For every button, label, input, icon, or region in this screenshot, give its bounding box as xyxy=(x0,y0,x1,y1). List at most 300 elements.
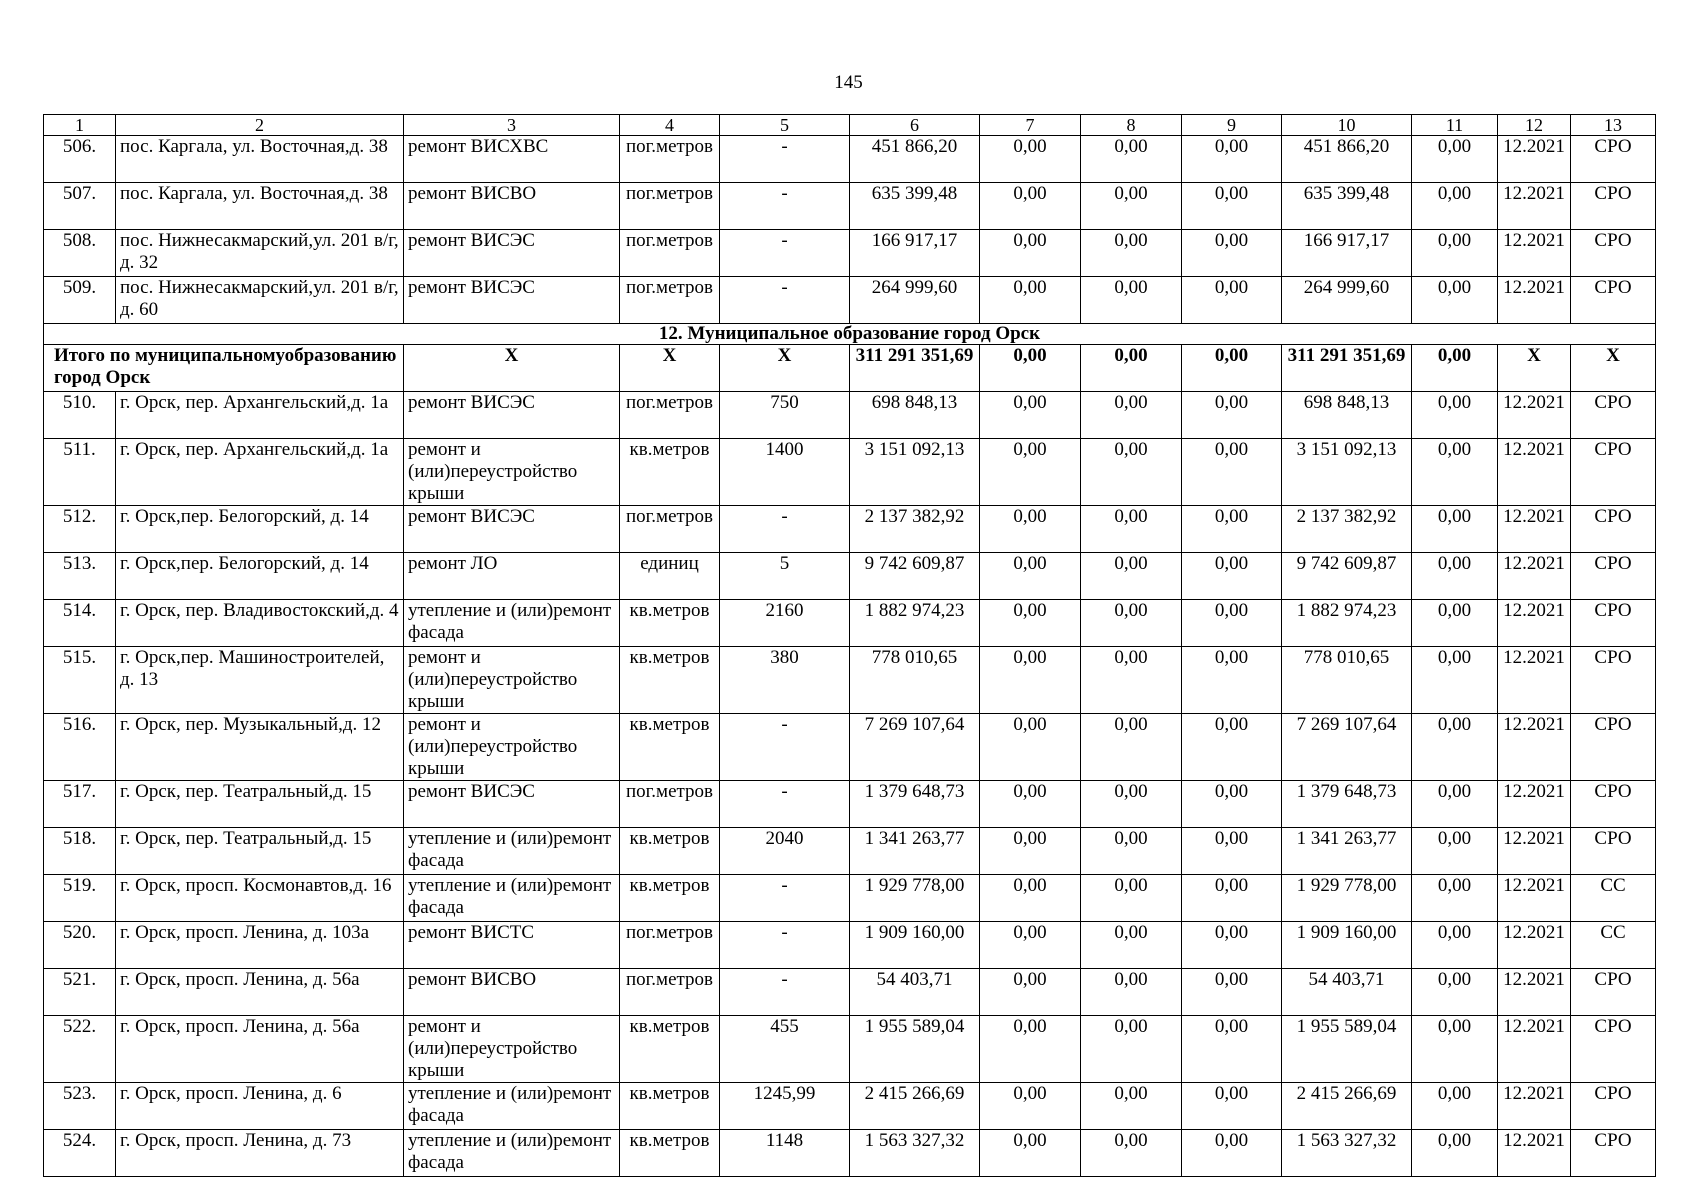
address-line-1: г. Орск, пер. Театральный, xyxy=(120,781,334,802)
table-row xyxy=(44,1083,1656,1130)
address-cell xyxy=(116,392,404,439)
total-cost-cell: 264 999,60 xyxy=(850,277,980,324)
col9-cell: 0,00 xyxy=(1182,922,1282,969)
col10-cell: 1 882 974,23 xyxy=(1282,600,1412,647)
work-type-cell xyxy=(404,714,620,781)
column-header: 6 xyxy=(850,115,980,136)
col7-cell: 0,00 xyxy=(980,647,1081,714)
col10-cell: 635 399,48 xyxy=(1282,183,1412,230)
table-row xyxy=(44,875,1656,922)
col10-cell: 3 151 092,13 xyxy=(1282,439,1412,506)
work-type-cell xyxy=(404,136,620,183)
col9-cell: 0,00 xyxy=(1182,1083,1282,1130)
col7-cell: 0,00 xyxy=(980,230,1081,277)
work-type-line-1: утепление и (или) xyxy=(408,828,554,849)
capital-repair-table xyxy=(43,114,1656,1177)
address-line-2: пер. Белогорский, д. 14 xyxy=(180,506,369,527)
row-number: 521. xyxy=(44,969,116,1016)
col10-cell: 9 742 609,87 xyxy=(1282,553,1412,600)
work-type-cell xyxy=(404,183,620,230)
total-x-col13: X xyxy=(1571,345,1656,392)
address-cell xyxy=(116,277,404,324)
address-cell xyxy=(116,506,404,553)
row-number: 522. xyxy=(44,1016,116,1083)
unit-line-1: пог. xyxy=(625,969,657,990)
col11-cell: 0,00 xyxy=(1412,439,1498,506)
col9-cell: 0,00 xyxy=(1182,600,1282,647)
work-type-cell xyxy=(404,1083,620,1130)
col10-cell: 698 848,13 xyxy=(1282,392,1412,439)
work-type-line-1: ремонт ВИСВО xyxy=(408,969,537,990)
col10-cell: 1 379 648,73 xyxy=(1282,781,1412,828)
work-type-line-2: ремонт фасада xyxy=(408,600,612,643)
unit-line-2: метров xyxy=(656,183,714,204)
col8-cell: 0,00 xyxy=(1081,553,1182,600)
section-row xyxy=(44,324,1656,345)
row-number: 517. xyxy=(44,781,116,828)
col10-cell: 451 866,20 xyxy=(1282,136,1412,183)
col8-cell: 0,00 xyxy=(1081,1016,1182,1083)
unit-cell xyxy=(620,392,720,439)
col7-cell: 0,00 xyxy=(980,875,1081,922)
method-code-cell: СРО xyxy=(1571,1083,1656,1130)
work-type-line-1: ремонт ЛО xyxy=(408,553,498,574)
address-line-2: пер. Машиностроителей, д. 13 xyxy=(120,647,385,690)
unit-line-1: пог. xyxy=(625,392,657,413)
total-label-line-1: Итого по муниципальному xyxy=(54,345,285,366)
address-cell xyxy=(116,875,404,922)
work-type-line-1: ремонт ВИСВО xyxy=(408,183,537,204)
column-header: 1 xyxy=(44,115,116,136)
table-row xyxy=(44,1130,1656,1177)
address-line-2: д. 12 xyxy=(342,714,382,735)
col7-cell: 0,00 xyxy=(980,781,1081,828)
table-row xyxy=(44,136,1656,183)
total-cost-cell: 1 955 589,04 xyxy=(850,1016,980,1083)
column-header: 13 xyxy=(1571,115,1656,136)
unit-line-2: метров xyxy=(652,828,710,849)
work-type-cell xyxy=(404,781,620,828)
row-number: 515. xyxy=(44,647,116,714)
col7-cell: 0,00 xyxy=(980,922,1081,969)
work-type-line-2: переустройство крыши xyxy=(408,736,578,779)
col8-cell: 0,00 xyxy=(1081,506,1182,553)
col9-cell: 0,00 xyxy=(1182,781,1282,828)
work-type-line-2: ремонт фасада xyxy=(408,1130,612,1173)
address-cell xyxy=(116,647,404,714)
total-cost-cell: 698 848,13 xyxy=(850,392,980,439)
date-cell: 12.2021 xyxy=(1498,136,1571,183)
col11-cell: 0,00 xyxy=(1412,647,1498,714)
unit-line-2: метров xyxy=(656,969,714,990)
total-cost-cell: 635 399,48 xyxy=(850,183,980,230)
col7-cell: 0,00 xyxy=(980,714,1081,781)
unit-cell xyxy=(620,781,720,828)
unit-cell xyxy=(620,600,720,647)
work-type-cell xyxy=(404,506,620,553)
col9-cell: 0,00 xyxy=(1182,1130,1282,1177)
col8-cell: 0,00 xyxy=(1081,875,1182,922)
col11-cell: 0,00 xyxy=(1412,136,1498,183)
quantity-cell: - xyxy=(720,781,850,828)
col8-cell: 0,00 xyxy=(1081,600,1182,647)
address-line-2: д. 38 xyxy=(349,183,388,204)
address-line-2: пер. Белогорский, д. 14 xyxy=(180,553,369,574)
col10-cell: 166 917,17 xyxy=(1282,230,1412,277)
col11-cell: 0,00 xyxy=(1412,506,1498,553)
column-header: 9 xyxy=(1182,115,1282,136)
quantity-cell: 2160 xyxy=(720,600,850,647)
address-line-1: пос. Каргала, ул. Восточная, xyxy=(120,183,350,204)
date-cell: 12.2021 xyxy=(1498,183,1571,230)
date-cell: 12.2021 xyxy=(1498,439,1571,506)
method-code-cell: СРО xyxy=(1571,1016,1656,1083)
column-header: 5 xyxy=(720,115,850,136)
column-header: 2 xyxy=(116,115,404,136)
col10-cell: 2 137 382,92 xyxy=(1282,506,1412,553)
work-type-line-1: утепление и (или) xyxy=(408,600,554,621)
work-type-line-1: утепление и (или) xyxy=(408,875,554,896)
work-type-cell xyxy=(404,600,620,647)
method-code-cell: СРО xyxy=(1571,714,1656,781)
col7-cell: 0,00 xyxy=(980,506,1081,553)
col9-cell: 0,00 xyxy=(1182,183,1282,230)
col8-cell: 0,00 xyxy=(1081,714,1182,781)
col10-cell: 1 341 263,77 xyxy=(1282,828,1412,875)
column-header: 4 xyxy=(620,115,720,136)
unit-line-1: пог. xyxy=(625,230,657,251)
total-cost-cell: 2 137 382,92 xyxy=(850,506,980,553)
table-row xyxy=(44,828,1656,875)
unit-cell xyxy=(620,714,720,781)
col11-cell: 0,00 xyxy=(1412,1016,1498,1083)
col8-cell: 0,00 xyxy=(1081,922,1182,969)
col11-cell: 0,00 xyxy=(1412,875,1498,922)
total-cost-cell: 3 151 092,13 xyxy=(850,439,980,506)
quantity-cell: - xyxy=(720,714,850,781)
address-line-2: ул. 201 в/г, д. 32 xyxy=(120,230,399,273)
address-line-1: г. Орск, пер. Архангельский, xyxy=(120,392,352,413)
row-number: 516. xyxy=(44,714,116,781)
work-type-line-1: ремонт и (или) xyxy=(408,1016,481,1059)
table-row xyxy=(44,781,1656,828)
address-cell xyxy=(116,828,404,875)
total-x-col3: X xyxy=(404,345,620,392)
quantity-cell: 5 xyxy=(720,553,850,600)
work-type-cell xyxy=(404,439,620,506)
work-type-line-1: утепление и (или) xyxy=(408,1083,554,1104)
date-cell: 12.2021 xyxy=(1498,647,1571,714)
address-line-2: д. 1а xyxy=(351,439,389,460)
total-cost-cell: 778 010,65 xyxy=(850,647,980,714)
col10-cell: 264 999,60 xyxy=(1282,277,1412,324)
col10-cell: 1 929 778,00 xyxy=(1282,875,1412,922)
unit-line-1: кв. xyxy=(629,714,653,735)
col7-cell: 0,00 xyxy=(980,969,1081,1016)
col7-cell: 0,00 xyxy=(980,600,1081,647)
address-line-1: г. Орск, просп. Ленина, д. 56а xyxy=(120,969,360,990)
col10-cell: 778 010,65 xyxy=(1282,647,1412,714)
address-line-2: д. 15 xyxy=(333,828,372,849)
row-number: 510. xyxy=(44,392,116,439)
col8-cell: 0,00 xyxy=(1081,439,1182,506)
method-code-cell: СРО xyxy=(1571,439,1656,506)
total-cost-cell: 54 403,71 xyxy=(850,969,980,1016)
method-code-cell: СРО xyxy=(1571,1130,1656,1177)
unit-line-2: метров xyxy=(652,1083,710,1104)
address-cell xyxy=(116,600,404,647)
work-type-line-1: ремонт ВИСЭС xyxy=(408,392,535,413)
unit-line-1: кв. xyxy=(629,439,653,460)
work-type-line-2: ремонт фасада xyxy=(408,1083,612,1126)
total-col11: 0,00 xyxy=(1412,345,1498,392)
work-type-line-2: переустройство крыши xyxy=(408,669,578,712)
method-code-cell: СРО xyxy=(1571,392,1656,439)
col7-cell: 0,00 xyxy=(980,439,1081,506)
col7-cell: 0,00 xyxy=(980,136,1081,183)
address-cell xyxy=(116,1083,404,1130)
col8-cell: 0,00 xyxy=(1081,277,1182,324)
date-cell: 12.2021 xyxy=(1498,922,1571,969)
unit-cell xyxy=(620,553,720,600)
unit-line-2: метров xyxy=(652,439,710,460)
unit-cell xyxy=(620,136,720,183)
col8-cell: 0,00 xyxy=(1081,1083,1182,1130)
column-header: 3 xyxy=(404,115,620,136)
address-line-1: г. Орск, пер. Музыкальный, xyxy=(120,714,343,735)
address-cell xyxy=(116,969,404,1016)
address-line-1: г. Орск, xyxy=(120,553,181,574)
col9-cell: 0,00 xyxy=(1182,439,1282,506)
address-cell xyxy=(116,439,404,506)
total-cost-cell: 1 341 263,77 xyxy=(850,828,980,875)
col9-cell: 0,00 xyxy=(1182,277,1282,324)
row-number: 511. xyxy=(44,439,116,506)
address-cell xyxy=(116,922,404,969)
unit-line-2: метров xyxy=(652,1016,710,1037)
unit-cell xyxy=(620,277,720,324)
method-code-cell: СРО xyxy=(1571,600,1656,647)
address-line-1: пос. Нижнесакмарский, xyxy=(120,277,314,298)
row-number: 508. xyxy=(44,230,116,277)
quantity-cell: - xyxy=(720,922,850,969)
unit-line-2: метров xyxy=(652,600,710,621)
col10-cell: 1 955 589,04 xyxy=(1282,1016,1412,1083)
col10-cell: 1 909 160,00 xyxy=(1282,922,1412,969)
address-cell xyxy=(116,553,404,600)
total-x-col4: X xyxy=(620,345,720,392)
quantity-cell: 455 xyxy=(720,1016,850,1083)
total-cost-cell: 1 882 974,23 xyxy=(850,600,980,647)
unit-cell xyxy=(620,828,720,875)
col9-cell: 0,00 xyxy=(1182,553,1282,600)
address-line-1: г. Орск, пер. Театральный, xyxy=(120,828,334,849)
method-code-cell: СРО xyxy=(1571,553,1656,600)
work-type-line-2: переустройство крыши xyxy=(408,461,578,504)
work-type-line-1: ремонт ВИСЭС xyxy=(408,506,535,527)
unit-cell xyxy=(620,183,720,230)
total-col9: 0,00 xyxy=(1182,345,1282,392)
total-x-col5: X xyxy=(720,345,850,392)
unit-line-1: кв. xyxy=(629,600,653,621)
quantity-cell: - xyxy=(720,969,850,1016)
col11-cell: 0,00 xyxy=(1412,600,1498,647)
quantity-cell: 1148 xyxy=(720,1130,850,1177)
col8-cell: 0,00 xyxy=(1081,230,1182,277)
column-header: 10 xyxy=(1282,115,1412,136)
row-number: 519. xyxy=(44,875,116,922)
col11-cell: 0,00 xyxy=(1412,183,1498,230)
unit-line-2: метров xyxy=(652,1130,710,1151)
row-number: 520. xyxy=(44,922,116,969)
page-number: 145 xyxy=(834,72,863,93)
table-row xyxy=(44,647,1656,714)
address-line-1: г. Орск, просп. Космонавтов, xyxy=(120,875,354,896)
col11-cell: 0,00 xyxy=(1412,1083,1498,1130)
work-type-cell xyxy=(404,1016,620,1083)
address-cell xyxy=(116,1016,404,1083)
total-col8: 0,00 xyxy=(1081,345,1182,392)
method-code-cell: СРО xyxy=(1571,277,1656,324)
total-col7: 0,00 xyxy=(980,345,1081,392)
method-code-cell: СС xyxy=(1571,922,1656,969)
date-cell: 12.2021 xyxy=(1498,1016,1571,1083)
address-line-2: д. 16 xyxy=(353,875,392,896)
address-line-2: д. 38 xyxy=(349,136,388,157)
unit-line-2: метров xyxy=(656,230,714,251)
address-line-1: г. Орск, просп. Ленина, д. 73 xyxy=(120,1130,352,1151)
unit-line-1: кв. xyxy=(629,875,653,896)
address-line-1: г. Орск, xyxy=(120,506,181,527)
unit-line-2: метров xyxy=(656,392,714,413)
col11-cell: 0,00 xyxy=(1412,553,1498,600)
address-line-1: пос. Нижнесакмарский, xyxy=(120,230,314,251)
address-line-1: г. Орск, просп. Ленина, д. 6 xyxy=(120,1083,342,1104)
quantity-cell: 750 xyxy=(720,392,850,439)
col10-cell: 54 403,71 xyxy=(1282,969,1412,1016)
col8-cell: 0,00 xyxy=(1081,136,1182,183)
col11-cell: 0,00 xyxy=(1412,714,1498,781)
col9-cell: 0,00 xyxy=(1182,714,1282,781)
unit-line-1: кв. xyxy=(629,828,653,849)
row-number: 523. xyxy=(44,1083,116,1130)
col7-cell: 0,00 xyxy=(980,392,1081,439)
unit-cell xyxy=(620,506,720,553)
total-row xyxy=(44,345,1656,392)
unit-cell xyxy=(620,922,720,969)
total-cost-cell: 1 929 778,00 xyxy=(850,875,980,922)
work-type-line-1: ремонт ВИСЭС xyxy=(408,277,535,298)
unit-line-1: кв. xyxy=(629,1083,653,1104)
col8-cell: 0,00 xyxy=(1081,1130,1182,1177)
total-cost-cell: 1 563 327,32 xyxy=(850,1130,980,1177)
column-header: 12 xyxy=(1498,115,1571,136)
unit-cell xyxy=(620,439,720,506)
work-type-cell xyxy=(404,969,620,1016)
date-cell: 12.2021 xyxy=(1498,1083,1571,1130)
quantity-cell: 1245,99 xyxy=(720,1083,850,1130)
method-code-cell: СРО xyxy=(1571,781,1656,828)
unit-line-1: пог. xyxy=(625,183,657,204)
unit-line-1: пог. xyxy=(625,136,657,157)
total-cost-cell: 1 379 648,73 xyxy=(850,781,980,828)
col10-cell: 1 563 327,32 xyxy=(1282,1130,1412,1177)
address-cell xyxy=(116,1130,404,1177)
total-cost-cell: 7 269 107,64 xyxy=(850,714,980,781)
unit-line-2: метров xyxy=(652,647,710,668)
method-code-cell: СРО xyxy=(1571,506,1656,553)
work-type-cell xyxy=(404,392,620,439)
unit-line-2: метров xyxy=(656,506,714,527)
column-header-row xyxy=(44,115,1656,136)
table-row xyxy=(44,277,1656,324)
work-type-cell xyxy=(404,230,620,277)
row-number: 506. xyxy=(44,136,116,183)
table-row xyxy=(44,600,1656,647)
quantity-cell: - xyxy=(720,277,850,324)
address-cell xyxy=(116,781,404,828)
work-type-line-1: ремонт ВИСХВС xyxy=(408,136,549,157)
col7-cell: 0,00 xyxy=(980,553,1081,600)
unit-cell xyxy=(620,969,720,1016)
address-cell xyxy=(116,230,404,277)
col7-cell: 0,00 xyxy=(980,1130,1081,1177)
date-cell: 12.2021 xyxy=(1498,506,1571,553)
date-cell: 12.2021 xyxy=(1498,392,1571,439)
col11-cell: 0,00 xyxy=(1412,969,1498,1016)
address-line-1: пос. Каргала, ул. Восточная, xyxy=(120,136,350,157)
address-line-1: г. Орск, просп. Ленина, д. 103а xyxy=(120,922,370,943)
col9-cell: 0,00 xyxy=(1182,230,1282,277)
date-cell: 12.2021 xyxy=(1498,714,1571,781)
unit-line-1: кв. xyxy=(629,647,653,668)
address-line-1: г. Орск, xyxy=(120,647,181,668)
unit-line-1: пог. xyxy=(625,781,657,802)
work-type-cell xyxy=(404,277,620,324)
row-number: 507. xyxy=(44,183,116,230)
table-row xyxy=(44,392,1656,439)
col9-cell: 0,00 xyxy=(1182,828,1282,875)
table-row xyxy=(44,230,1656,277)
work-type-line-1: ремонт и (или) xyxy=(408,714,481,757)
col9-cell: 0,00 xyxy=(1182,506,1282,553)
row-number: 512. xyxy=(44,506,116,553)
method-code-cell: СРО xyxy=(1571,828,1656,875)
row-number: 518. xyxy=(44,828,116,875)
col11-cell: 0,00 xyxy=(1412,1130,1498,1177)
col8-cell: 0,00 xyxy=(1081,781,1182,828)
col11-cell: 0,00 xyxy=(1412,781,1498,828)
work-type-line-2: ремонт фасада xyxy=(408,828,612,871)
table-row xyxy=(44,506,1656,553)
table-row xyxy=(44,553,1656,600)
col10-cell: 7 269 107,64 xyxy=(1282,714,1412,781)
col11-cell: 0,00 xyxy=(1412,277,1498,324)
unit-cell xyxy=(620,647,720,714)
address-cell xyxy=(116,183,404,230)
total-sum-col10: 311 291 351,69 xyxy=(1282,345,1412,392)
table-row xyxy=(44,183,1656,230)
col10-cell: 2 415 266,69 xyxy=(1282,1083,1412,1130)
total-x-col12: X xyxy=(1498,345,1571,392)
quantity-cell: - xyxy=(720,183,850,230)
date-cell: 12.2021 xyxy=(1498,553,1571,600)
section-title: 12. Муниципальное образование город Орск xyxy=(44,324,1656,345)
col7-cell: 0,00 xyxy=(980,1016,1081,1083)
date-cell: 12.2021 xyxy=(1498,875,1571,922)
col8-cell: 0,00 xyxy=(1081,647,1182,714)
work-type-cell xyxy=(404,922,620,969)
